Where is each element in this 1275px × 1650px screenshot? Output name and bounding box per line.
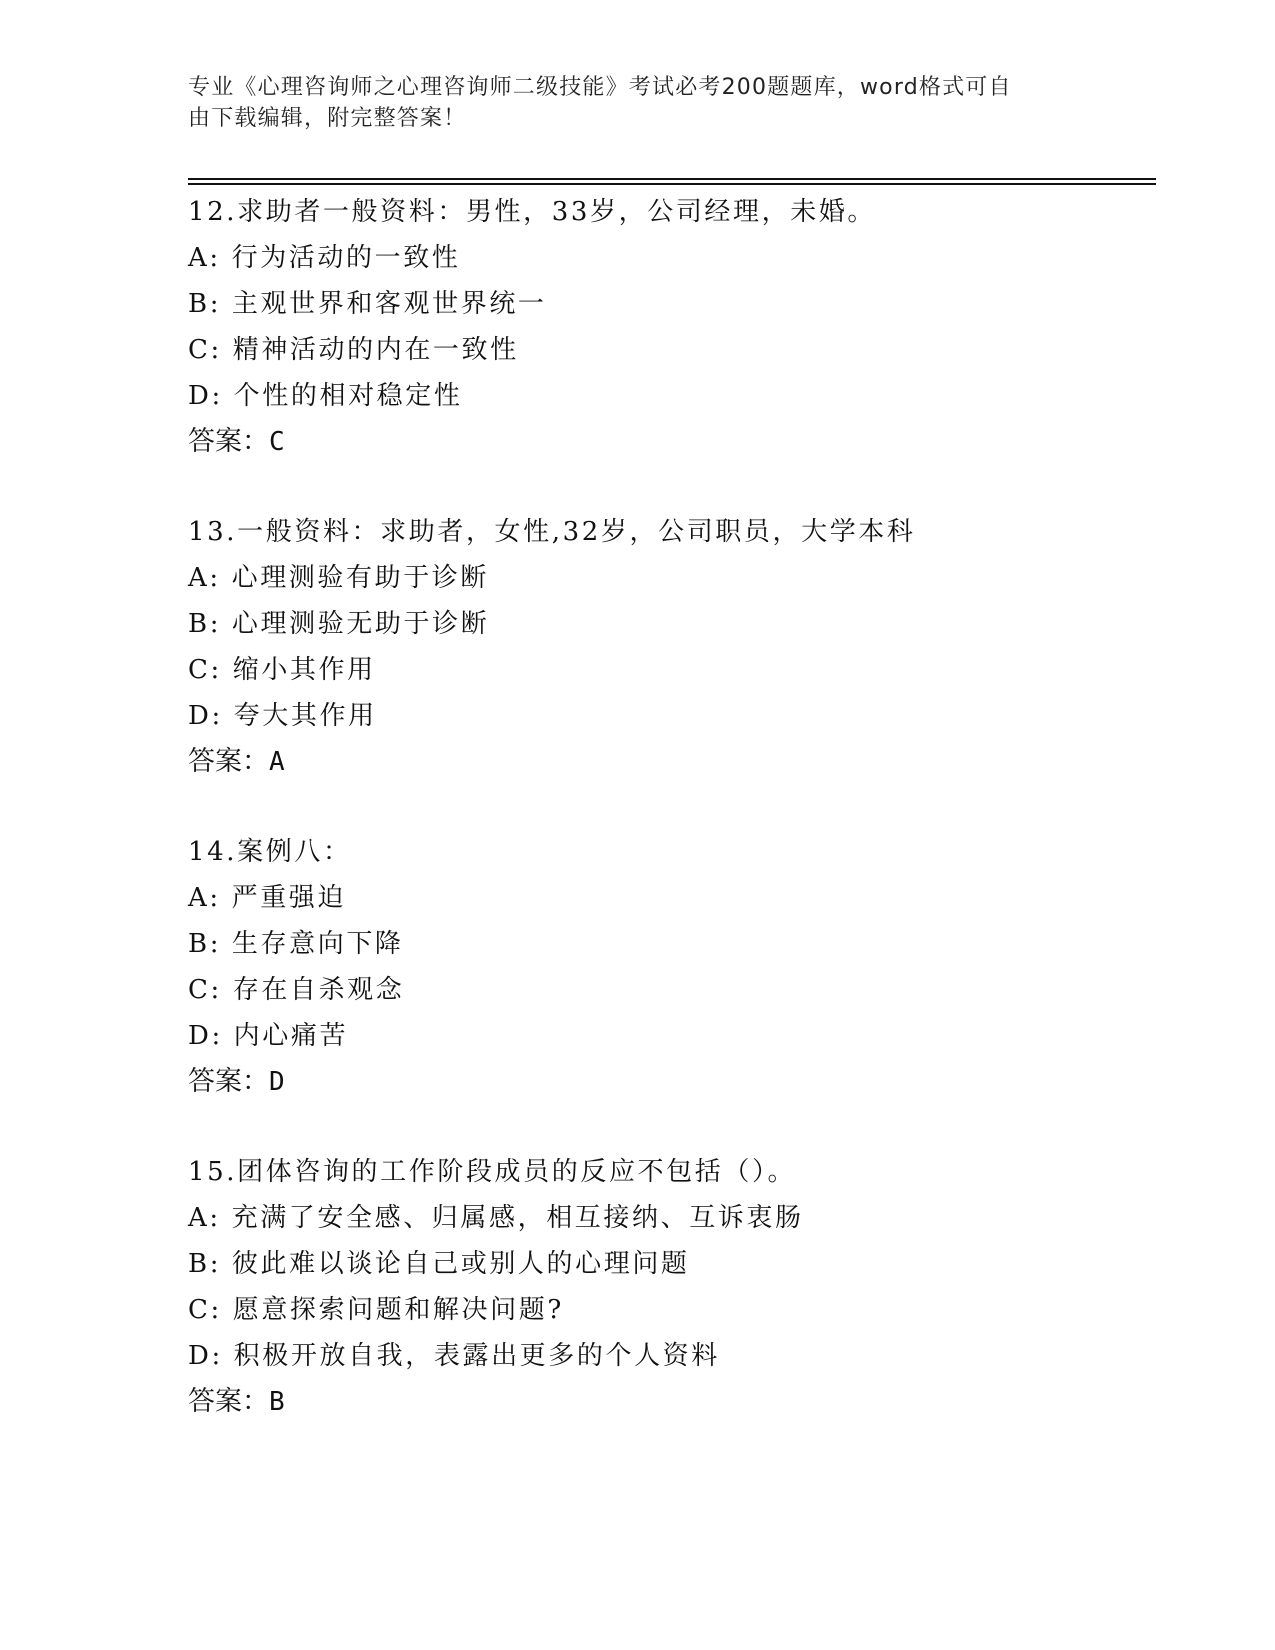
document-header: [188, 72, 1068, 134]
question-12: [188, 189, 1156, 465]
answer-label: 答案：: [188, 1386, 269, 1417]
option-b: B: 主观世界和客观世界统一: [188, 289, 547, 319]
answer-label: 答案：: [188, 746, 269, 777]
option-c: C: 愿意探索问题和解决问题?: [188, 1295, 564, 1325]
option-a: A: 充满了安全感、归属感，相互接纳、互诉衷肠: [188, 1203, 804, 1233]
option-c: C: 精神活动的内在一致性: [188, 335, 519, 365]
question-stem: 15.团体咨询的工作阶段成员的反应不包括（）。: [188, 1157, 797, 1187]
answer-line: [188, 1379, 1156, 1425]
question-stem: 12.求助者一般资料：男性，33岁，公司经理，未婚。: [188, 197, 877, 227]
answer-label: 答案：: [188, 1066, 269, 1097]
answer-label: 答案：: [188, 426, 269, 457]
answer-line: [188, 1059, 1156, 1105]
option-d: D: 内心痛苦: [188, 1021, 349, 1051]
answer-value: B: [269, 1387, 285, 1417]
answer-value: D: [269, 1067, 285, 1097]
option-c: C: 缩小其作用: [188, 655, 376, 685]
header-line-2: 由下载编辑，附完整答案！: [188, 106, 467, 131]
question-stem: 14.案例八：: [188, 837, 352, 867]
question-14: [188, 829, 1156, 1105]
option-d: D: 夸大其作用: [188, 701, 377, 731]
answer-line: [188, 419, 1156, 465]
option-d: D: 积极开放自我，表露出更多的个人资料: [188, 1341, 720, 1371]
option-b: B: 彼此难以谈论自己或别人的心理问题: [188, 1249, 690, 1279]
question-stem: 13.一般资料：求助者，女性,32岁，公司职员，大学本科: [188, 517, 916, 547]
question-13: [188, 509, 1156, 785]
option-d: D: 个性的相对稳定性: [188, 381, 463, 411]
option-c: C: 存在自杀观念: [188, 975, 405, 1005]
option-a: A: 行为活动的一致性: [188, 243, 461, 273]
answer-value: A: [269, 747, 285, 777]
question-15: [188, 1149, 1156, 1425]
answer-line: [188, 739, 1156, 785]
header-divider-bottom: [188, 183, 1156, 185]
header-line-1: 专业《心理咨询师之心理咨询师二级技能》考试必考200题题库，word格式可自: [188, 75, 1012, 100]
option-b: B: 生存意向下降: [188, 929, 404, 959]
answer-value: C: [269, 427, 285, 457]
header-divider-top: [188, 178, 1156, 180]
option-a: A: 严重强迫: [188, 883, 347, 913]
option-b: B: 心理测验无助于诊断: [188, 609, 490, 639]
option-a: A: 心理测验有助于诊断: [188, 563, 490, 593]
